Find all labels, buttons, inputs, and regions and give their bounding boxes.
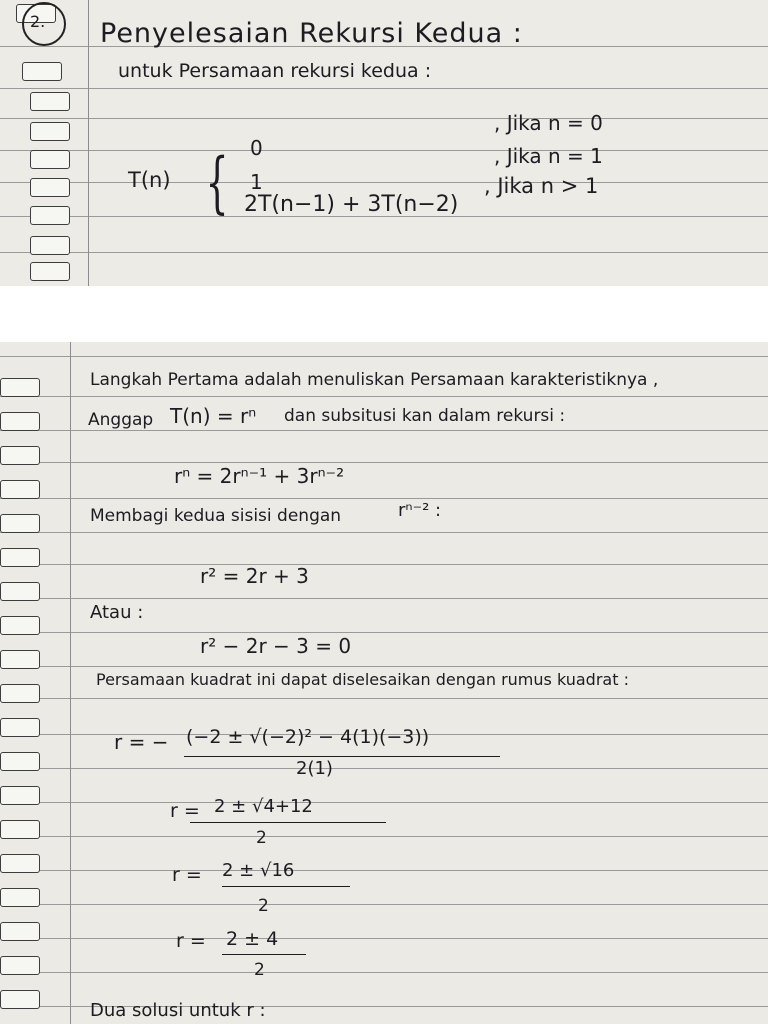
case-value-2: 1 [250, 170, 263, 194]
binder-ring [0, 718, 40, 737]
text-line-3-math: rⁿ⁻² : [398, 500, 442, 521]
page-title: Penyelesaian Rekursi Kedua : [100, 18, 523, 49]
binder-ring [30, 262, 70, 281]
text-line-1: Langkah Pertama adalah menuliskan Persamaan karakteristiknya , [90, 370, 659, 390]
quadratic-1-numerator: (−2 ± √(−2)² − 4(1)(−3)) [186, 726, 430, 748]
equation-3: r² − 2r − 3 = 0 [200, 634, 352, 658]
binder-ring [22, 62, 62, 81]
binder-ring [0, 922, 40, 941]
binder-ring [0, 650, 40, 669]
quadratic-4-numerator: 2 ± 4 [226, 928, 279, 950]
binder-ring [0, 990, 40, 1009]
recurrence-lhs: T(n) [128, 168, 171, 192]
binder-ring [0, 446, 40, 465]
quadratic-2-lhs: r = [170, 800, 200, 822]
binder-ring [30, 178, 70, 197]
binder-ring [30, 122, 70, 141]
notebook-page-top [0, 0, 768, 286]
quadratic-1-lhs: r = − [114, 730, 169, 754]
problem-number: 2. [30, 12, 46, 31]
equation-2: r² = 2r + 3 [200, 564, 309, 588]
quadratic-4-denominator: 2 [254, 960, 265, 980]
quadratic-3-numerator: 2 ± √16 [222, 860, 295, 881]
binder-ring [0, 956, 40, 975]
binder-ring [0, 582, 40, 601]
quadratic-3-denominator: 2 [258, 896, 269, 916]
quadratic-3-lhs: r = [172, 864, 202, 886]
fraction-bar [222, 954, 306, 955]
binder-ring [0, 854, 40, 873]
quadratic-1-denominator: 2(1) [296, 758, 333, 779]
fraction-bar [184, 756, 500, 757]
fraction-bar [190, 822, 386, 823]
binder-ring [0, 616, 40, 635]
subtitle: untuk Persamaan rekursi kedua : [118, 60, 432, 82]
notebook-page-bottom [0, 342, 768, 1024]
case-condition-2: , Jika n = 1 [494, 144, 603, 168]
quadratic-2-numerator: 2 ± √4+12 [214, 796, 313, 817]
text-line-3-prefix: Membagi kedua sisisi dengan [90, 506, 342, 526]
binder-ring [0, 752, 40, 771]
text-line-4: Persamaan kuadrat ini dapat diselesaikan dengan rumus kuadrat : [96, 670, 629, 689]
binder-ring [30, 150, 70, 169]
binder-ring [0, 786, 40, 805]
case-condition-1: , Jika n = 0 [494, 111, 603, 135]
left-brace: { [205, 144, 229, 221]
binder-ring [30, 206, 70, 225]
text-line-2-math: T(n) = rⁿ [170, 404, 257, 428]
text-atau: Atau : [90, 602, 144, 623]
fraction-bar [222, 886, 350, 887]
binder-ring [0, 820, 40, 839]
text-last-line: Dua solusi untuk r : [90, 1000, 266, 1021]
quadratic-4-lhs: r = [176, 930, 206, 952]
case-value-3: 2T(n−1) + 3T(n−2) [244, 192, 459, 217]
quadratic-2-denominator: 2 [256, 828, 267, 848]
binder-ring [0, 412, 40, 431]
equation-1: rⁿ = 2rⁿ⁻¹ + 3rⁿ⁻² [174, 464, 345, 488]
text-line-2-suffix: dan subsitusi kan dalam rekursi : [284, 406, 566, 426]
binder-ring [0, 514, 40, 533]
binder-ring [0, 888, 40, 907]
binder-ring [30, 92, 70, 111]
binder-ring [0, 548, 40, 567]
binder-ring [0, 480, 40, 499]
text-line-2-prefix: Anggap [88, 410, 154, 430]
binder-ring [0, 378, 40, 397]
case-value-1: 0 [250, 136, 263, 160]
case-condition-3: , Jika n > 1 [484, 174, 599, 198]
binder-ring [0, 684, 40, 703]
binder-ring [30, 236, 70, 255]
